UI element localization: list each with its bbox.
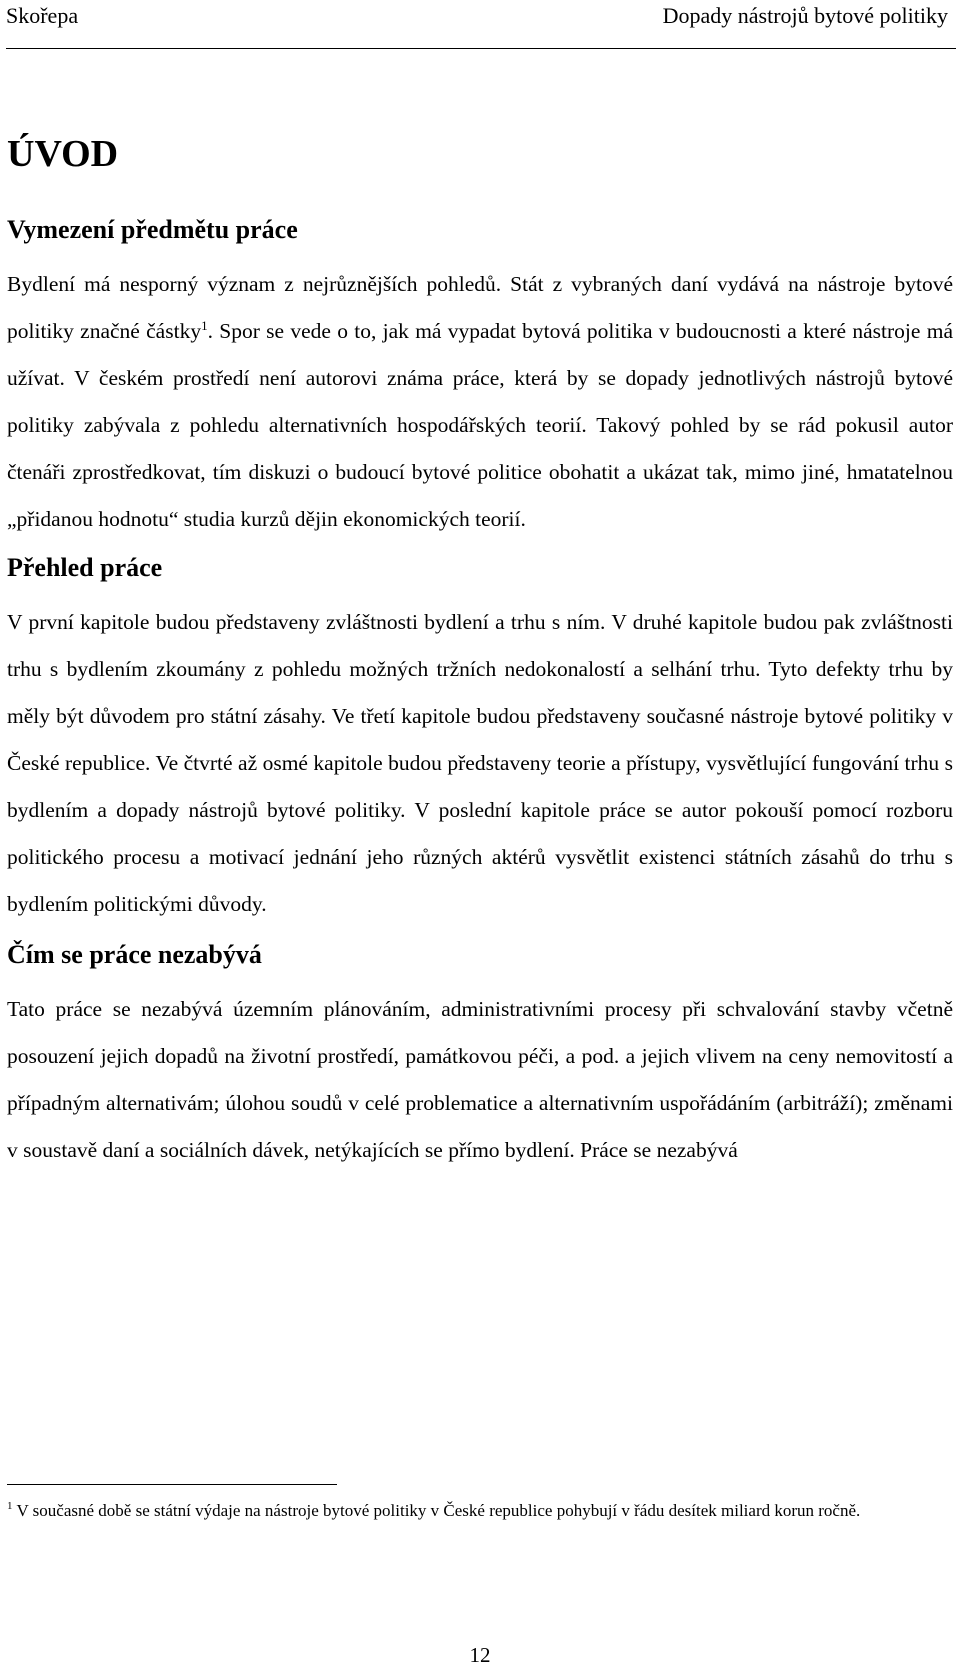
section-paragraph-nezabyva: Tato práce se nezabývá územním plánováním, administrativními procesy při schvalování stavby včetně posouzení jejich dopadů na životní prostředí, památkovou péči, a pod. a jejich vlivem na ceny nemovitostí a případným alternativám; úlohou soudů v celé problematice a alternativním uspořádáním (arbitráží); změnami v soustavě daní a sociálních dávek, netýkajících se přímo bydlení. Práce se nezabývá (7, 997, 953, 1162)
section-paragraph-prehled: V první kapitole budou představeny zvláštnosti bydlení a trhu s ním. V druhé kapitole budou pak zvláštnosti trhu s bydlením zkoumány z pohledu možných tržních nedokonalostí a selhání trhu. Tyto defekty trhu by měly být důvodem pro státní zásahy. Ve třetí kapitole budou představeny současné nástroje bytové politiky v České republice. Ve čtvrté až osmé kapitole budou představeny teorie a přístupy, vysvětlující fungování trhu s bydlením a dopady nástrojů bytové politiky. V poslední kapitole práce se autor pokouší pomocí rozboru politického procesu a motivací jednání jeho různých aktérů vysvětlit existenci státních zásahů do trhu s bydlením politickými důvody. (7, 610, 953, 916)
footnote-number: 1 (7, 1500, 13, 1512)
running-header (6, 0, 956, 49)
section-heading-vymezeni: Vymezení předmětu práce (7, 215, 298, 244)
paragraph-text-part-2: . Spor se vede o to, jak má vypadat bytová politika v budoucnosti a které nástroje má užívat. V českém prostředí není autorovi známa práce, která by se dopady jednotlivých nástrojů bytové politiky zabývala z pohledu alternativních hospodářských teorií. Takový pohled by se rád pokusil autor čtenáři zprostředkovat, tím diskuzi o budoucí bytové politice obohatit a ukázat tak, mimo jiné, hmatatelnou „přidanou hodnotu“ studia kurzů dějin ekonomických teorií. (7, 319, 953, 531)
section-heading-prehled: Přehled práce (7, 553, 163, 582)
page-body (7, 130, 953, 1174)
page-number: 12 (469, 1643, 491, 1667)
footnote-separator (7, 1484, 337, 1485)
footnote-text: V současné době se státní výdaje na nástroje bytové politiky v České republice pohybují v řádu desítek miliard korun ročně. (16, 1501, 861, 1520)
chapter-title: ÚVOD (7, 133, 119, 175)
footnote-reference: 1 (201, 318, 208, 333)
header-title: Dopady nástrojů bytové politiky (662, 3, 948, 28)
section-heading-nezabyva: Čím se práce nezabývá (7, 940, 262, 969)
header-author: Skořepa (6, 3, 79, 28)
section-paragraph-vymezeni (7, 261, 953, 543)
footnote (7, 1498, 953, 1524)
paragraph-text-part-1: Bydlení má nesporný význam z nejrůznějších pohledů. Stát z vybraných daní vydává na nástroje bytové politiky značné částky (7, 272, 953, 343)
